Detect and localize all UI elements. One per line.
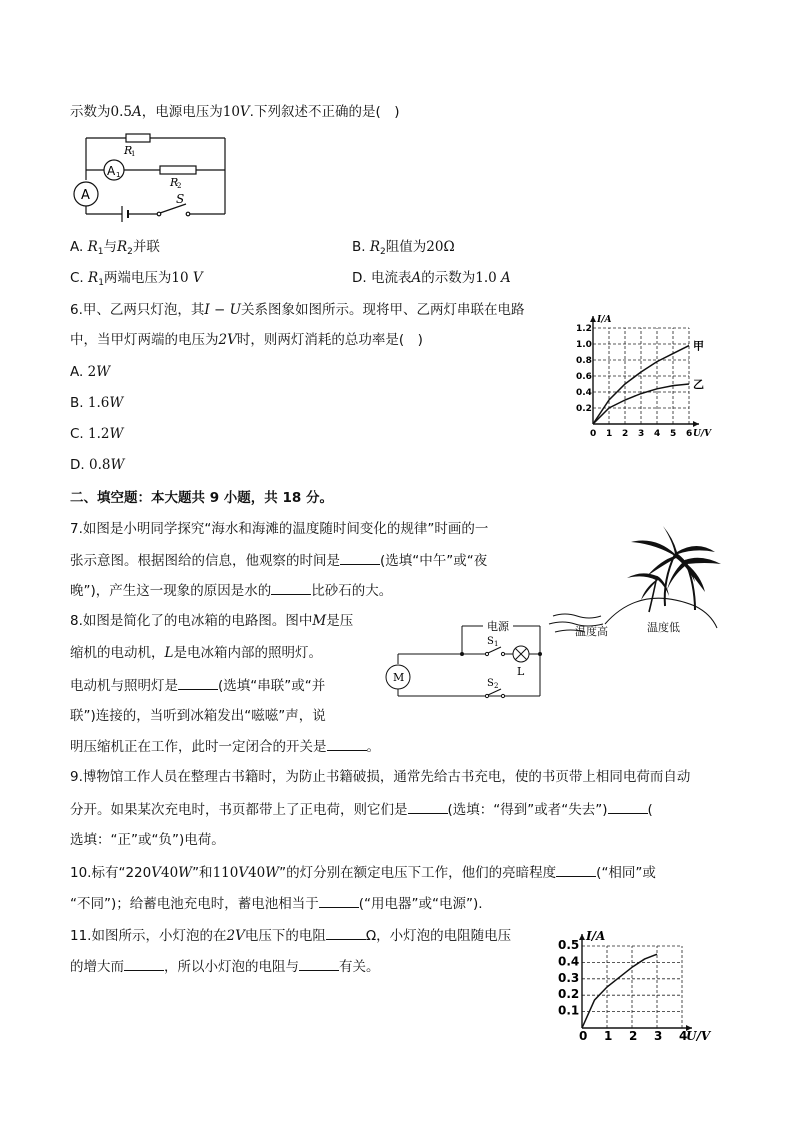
q7-text-c: 晚”)，产生这一现象的原因是水的 [70,583,272,599]
q11-blank-1[interactable] [326,926,366,940]
q6-iu-chart [576,300,726,445]
q10-v2: V [238,865,249,881]
q6-opt-d-value: 0.8 [88,457,111,473]
r1-sub: 1 [131,150,136,158]
x-tick-label-1: 1 [606,429,613,439]
opt-b-r: R [369,239,381,255]
opt-c-unit: V [192,270,203,286]
x-tick-label-0: 0 [579,1029,588,1043]
opt-d-unit: A [501,270,511,286]
r2-label: R [170,176,179,189]
q8-line1 [70,612,353,630]
q9-text-a: 分开。如果某次充电时，书页都带上了正电荷，则它们是 [70,802,408,818]
x-tick-label-1: 1 [604,1029,613,1043]
q8-text-e: 电动机与照明灯是 [70,678,178,694]
q5-circuit-diagram [70,128,240,220]
q5-stem-tail [70,103,400,121]
q10-value2: 110 [212,865,239,881]
q11-blank-3[interactable] [299,957,339,971]
q11-text-b: 电压下的电阻 [244,928,326,944]
q10-text-f: (“用电器”或“电源”). [358,896,483,912]
q6-opt-b-value: 1.6 [87,395,110,411]
opt-c-value: 10 [171,270,193,286]
q8-text-a: 8.如图是简化了的电冰箱的电路图。图中 [70,613,313,629]
q6-opt-b-label: B. [70,395,88,411]
q9-text-b: (选填：“得到”或者“失去”) [447,802,608,818]
s2-sub: 2 [494,682,499,690]
x-tick-label-2: 2 [629,1029,638,1043]
q6-opt-c-value: 1.2 [88,426,110,442]
r2-sub: 2 [177,182,182,190]
x-axis-label: U/V [693,429,712,439]
opt-c-text: 两端电压为 [103,270,172,286]
q11-text-d: 的增大而 [70,959,124,975]
opt-c-r-sub: 1 [98,278,104,288]
palm-leaves-3 [627,573,669,600]
opt-d-label: D. 电流表 [352,270,412,286]
power-label: 电源 [487,620,509,633]
q5-option-d[interactable] [352,269,511,287]
q8-blank-2[interactable] [327,737,367,751]
opt-d-text: 的示数为 [421,270,476,286]
opt-d-value: 1.0 [475,270,501,286]
q11-iu-chart [556,928,716,1053]
q7-line3 [70,581,392,600]
s1-label: S [487,636,494,647]
q8-line3 [70,676,325,695]
resistor-r2 [160,166,196,174]
q6-text-a: 6.甲、乙两只灯泡，其 [70,302,205,318]
opt-b-text: 阻值为 [385,239,427,255]
q6-opt-d-label: D. [70,457,89,473]
q5-text-c: .下列叙述不正确的是( ) [249,104,400,120]
opt-a-r2: R [117,239,128,255]
opt-a-r-sub: 1 [97,247,104,257]
q7-text-a: 张示意图。根据图给的信息，他观察的时间是 [70,553,340,569]
opt-a-label: A. [70,239,88,255]
y-tick-label-0: 0.1 [558,1003,580,1018]
q6-opt-d-unit: W [110,457,125,473]
q5-option-b[interactable] [352,238,455,261]
q5-voltage-value: 10 [222,104,240,120]
label-temp-high: 温度高 [575,625,608,638]
q10-line1 [70,863,656,882]
label-temp-low: 温度低 [647,621,680,634]
q9-line1: 9.博物馆工作人员在整理古书籍时，为防止书籍破损，通常先给古书充电，使的书页带上相同电荷而自动 [70,769,691,785]
q5-current-unit: A [131,104,142,120]
series-name-0: 甲 [693,339,704,353]
x-tick-label-4: 4 [679,1029,688,1043]
y-tick-label-1: 0.4 [576,388,592,398]
q10-blank-2[interactable] [319,894,359,908]
x-tick-label-0: 0 [590,429,597,439]
y-tick-label-2: 0.3 [558,970,580,985]
q8-text-f: (选填“串联”或“并 [218,678,326,694]
opt-a-r2-sub: 2 [127,247,133,257]
q11-text-c: Ω，小灯泡的电阻随电压 [365,928,512,944]
q8-text-c: 缩机的电动机， [70,645,165,661]
q10-w1: 40 [160,865,179,881]
q7-text-b: (选填“中午”或“夜 [380,553,488,569]
q8-text-b: 是压 [326,613,354,629]
q7-line2 [70,551,487,570]
y-tick-label-2: 0.6 [576,372,592,382]
opt-c-label: C. [70,270,89,286]
q11-text-e: ，所以小灯泡的电阻与 [164,959,299,975]
q8-line2 [70,644,322,662]
q7-beach-illustration [545,520,725,648]
q8-line4: 联”)连接的，当听到冰箱发出“嗞嗞”声，说 [70,708,326,724]
q6-option-b[interactable] [70,394,123,412]
q10-w2-unit: W [265,865,280,881]
q6-opt-c-label: C. [70,426,89,442]
x-tick-label-6: 6 [686,429,693,439]
opt-a-text: 与 [103,239,117,255]
s-label: S [176,192,185,206]
s1-sub: 1 [494,640,499,648]
y-tick-label-5: 1.2 [576,324,592,334]
q6-opt-b-unit: W [109,395,124,411]
section-2-heading: 二、填空题：本大题共 9 小题，共 18 分。 [70,490,333,506]
opt-a-r: R [87,239,98,255]
y-tick-label-4: 0.5 [558,938,580,952]
q9-line3: 选填：“正”或“负”)电荷。 [70,832,225,848]
q6-text-b: 关系图象如图所示。现将甲、乙两灯串联在电路 [241,302,525,318]
q9-text-c: ( [647,802,653,818]
q6-option-c[interactable] [70,425,123,443]
opt-b-label: B. [352,239,370,255]
q10-w1-unit: W [178,865,193,881]
q6-iu: I − U [204,302,241,318]
q8-blank-1[interactable] [178,676,218,690]
x-tick-label-3: 3 [638,429,645,439]
q6-opt-a-unit: W [96,364,111,380]
q5-voltage-unit: V [239,104,250,120]
q7-blank-1[interactable] [340,551,380,565]
q6-opt-a-value: 2 [87,364,97,380]
y-tick-label-3: 0.4 [558,954,580,969]
y-axis-arrow [590,316,596,322]
q10-text-c: ”的灯分别在额定电压下工作，他们的亮暗程度 [279,865,557,881]
q6-option-a[interactable] [70,363,110,381]
q5-text-b: ，电源电压为 [141,104,223,120]
y-tick-label-3: 0.8 [576,356,592,366]
x-axis-label: U/V [686,1029,711,1043]
x-axis-arrow [693,421,699,427]
q8-fridge-circuit [385,612,545,702]
q8-text-d: 是电冰箱内部的照明灯。 [173,645,322,661]
opt-c-r: R [88,270,99,286]
q9-line2 [70,800,653,819]
y-axis-label: I/A [586,929,606,943]
q10-w2: 40 [248,865,266,881]
q7-line1: 7.如图是小明同学探究“海水和海滩的温度随时间变化的规律”时画的一 [70,521,489,537]
q8-m: M [312,613,327,629]
q6-opt-c-unit: W [109,426,124,442]
resistor-r1 [126,134,150,142]
palm-leaves-2 [667,558,721,592]
opt-b-value: 20Ω [426,239,455,255]
q6-voltage: 2V [218,332,237,348]
q7-blank-2[interactable] [271,581,311,595]
y-axis-arrow [579,934,585,940]
q11-blank-2[interactable] [124,957,164,971]
q10-blank-1[interactable] [556,863,596,877]
m-label: M [393,671,405,684]
q6-option-d[interactable] [70,456,124,474]
q6-text-d: 时，则两灯消耗的总功率是( ) [236,332,423,348]
q10-text-b: ”和 [192,865,213,881]
x-tick-label-4: 4 [654,429,661,439]
q10-text-a: 10.标有“220 [70,865,152,881]
x-tick-label-3: 3 [654,1029,663,1043]
s2-label: S [487,678,494,689]
q7-text-d: 比砂石的大。 [311,583,393,599]
a-label: A [81,188,90,203]
q5-option-c[interactable] [70,269,203,292]
q10-text-e: “不同”)；给蓄电池充电时，蓄电池相当于 [70,896,319,912]
q8-line5 [70,737,380,756]
r1-label: R [124,144,133,157]
q5-option-a[interactable] [70,238,160,261]
q10-line2 [70,894,483,913]
opt-d-a: A [411,270,422,286]
q11-voltage: 2V [226,928,245,944]
q8-text-h: 。 [366,739,380,755]
x-tick-label-5: 5 [670,429,677,439]
q10-text-d: (“相同”或 [596,865,656,881]
q6-stem-line2 [70,331,423,349]
y-tick-label-0: 0.2 [576,404,592,414]
q6-text-c: 中，当甲灯两端的电压为 [70,332,219,348]
series-name-1: 乙 [693,378,704,391]
a1-label: A [107,164,116,178]
q6-opt-a-label: A. [70,364,88,380]
q11-text-a: 11.如图所示，小灯泡的在 [70,928,227,944]
q10-v1: V [151,865,161,881]
x-tick-label-2: 2 [622,429,629,439]
series-line-0 [582,954,657,1028]
q8-l: L [164,645,174,661]
q5-text-a: 示数为 [70,104,111,120]
y-tick-label-4: 1.0 [576,340,592,350]
q5-current-value: 0.5 [110,104,132,120]
l-label: L [517,665,525,678]
q9-blank-1[interactable] [408,800,448,814]
q11-line1 [70,926,511,945]
q11-line2 [70,957,380,976]
q6-stem-line1 [70,301,525,319]
opt-b-r-sub: 2 [380,247,386,257]
y-axis-label: I/A [597,315,612,325]
q11-text-f: 有关。 [339,959,380,975]
y-tick-label-1: 0.2 [558,987,580,1002]
q8-text-g: 明压缩机正在工作，此时一定闭合的开关是 [70,739,327,755]
q9-blank-2[interactable] [608,800,648,814]
a1-sub: 1 [116,171,121,179]
opt-a-text2: 并联 [132,239,160,255]
